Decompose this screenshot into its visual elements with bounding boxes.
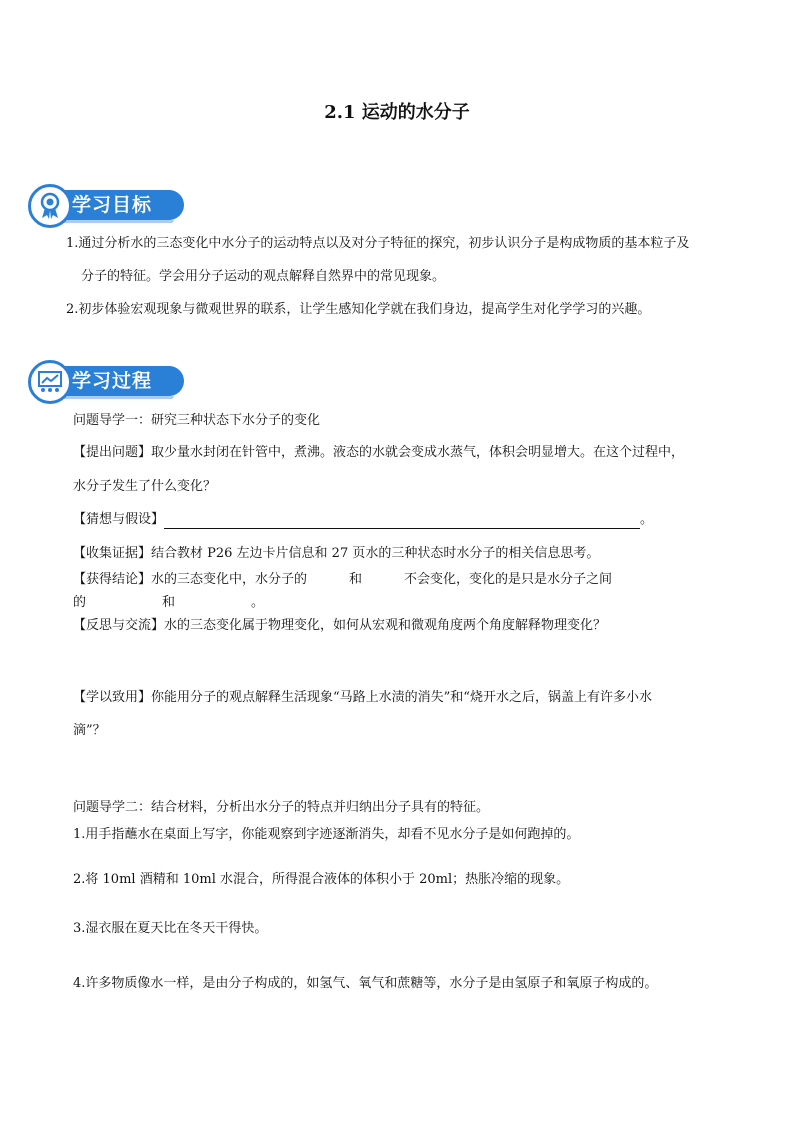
section-heading: 学习目标 xyxy=(72,194,153,216)
section-heading: 学习过程 xyxy=(72,370,153,392)
conclusion-blank-3[interactable] xyxy=(86,596,162,612)
conclusion-and: 和 xyxy=(162,595,176,610)
material-item-3: 3.湿衣服在夏天比在冬天干得快。 xyxy=(73,921,268,936)
page-title: 2.1 运动的水分子 xyxy=(324,102,470,123)
conclusion-text: 不会变化，变化的是只是水分子之间 xyxy=(404,572,613,587)
objective-item-1-cont: 分子的特征。学会用分子运动的观点解释自然界中的常见现象。 xyxy=(81,269,446,284)
conclusion-and: 和 xyxy=(349,572,363,587)
hypothesis-answer-blank[interactable] xyxy=(164,512,640,529)
conclusion-row-2 xyxy=(73,594,264,612)
question-line-2: 水分子发生了什么变化？ xyxy=(73,479,217,494)
guide-1: 问题导学一：研究三种状态下水分子的变化 xyxy=(73,413,321,428)
conclusion-row-1 xyxy=(73,571,612,589)
section-banner-objectives xyxy=(28,184,188,226)
reflect-text: 【反思与交流】水的三态变化属于物理变化，如何从宏观和微观角度两个角度解释物理变化？ xyxy=(73,618,607,633)
conclusion-blank-4[interactable] xyxy=(175,596,251,612)
hypothesis-row xyxy=(73,511,653,529)
question-line-1: 【提出问题】取少量水封闭在针管中，煮沸。液态的水就会变成水蒸气，体积会明显增大。在这个过程中， xyxy=(73,445,685,460)
objective-item-2: 2.初步体验宏观现象与微观世界的联系，让学生感知化学就在我们身边，提高学生对化学学习的兴趣。 xyxy=(66,302,651,317)
award-ribbon-icon xyxy=(28,184,72,228)
hypothesis-end: 。 xyxy=(640,512,654,527)
evidence-text: 【收集证据】结合教材 P26 左边卡片信息和 27 页水的三种状态时水分子的相关信息思考。 xyxy=(73,546,600,561)
material-item-1: 1.用手指蘸水在桌面上写字，你能观察到字迹逐渐消失，却看不见水分子是如何跑掉的。 xyxy=(73,827,580,842)
material-item-2: 2.将 10ml 酒精和 10ml 水混合，所得混合液体的体积小于 20ml；热胀冷缩的现象。 xyxy=(73,872,570,887)
apply-line-2: 滴”？ xyxy=(73,723,106,738)
apply-line-1: 【学以致用】你能用分子的观点解释生活现象“马路上水渍的消失”和“烧开水之后，锅盖上有许多小水 xyxy=(73,690,652,705)
material-item-4: 4.许多物质像水一样，是由分子构成的，如氢气、氧气和蔗糖等，水分子是由氢原子和氧原子构成的。 xyxy=(73,976,658,991)
conclusion-text: 的 xyxy=(73,595,87,610)
section-banner-process xyxy=(28,360,188,402)
conclusion-blank-1[interactable] xyxy=(307,573,349,589)
presentation-chart-icon xyxy=(28,360,72,404)
conclusion-text: 【获得结论】水的三态变化中，水分子的 xyxy=(73,572,308,587)
conclusion-text: 。 xyxy=(251,595,265,610)
guide-2: 问题导学二：结合材料，分析出水分子的特点并归纳出分子具有的特征。 xyxy=(73,800,490,815)
hypothesis-label: 【猜想与假设】 xyxy=(73,512,165,527)
conclusion-blank-2[interactable] xyxy=(362,573,404,589)
objective-item-1: 1.通过分析水的三态变化中水分子的运动特点以及对分子特征的探究，初步认识分子是构成物质的基本粒子及 xyxy=(66,236,690,251)
